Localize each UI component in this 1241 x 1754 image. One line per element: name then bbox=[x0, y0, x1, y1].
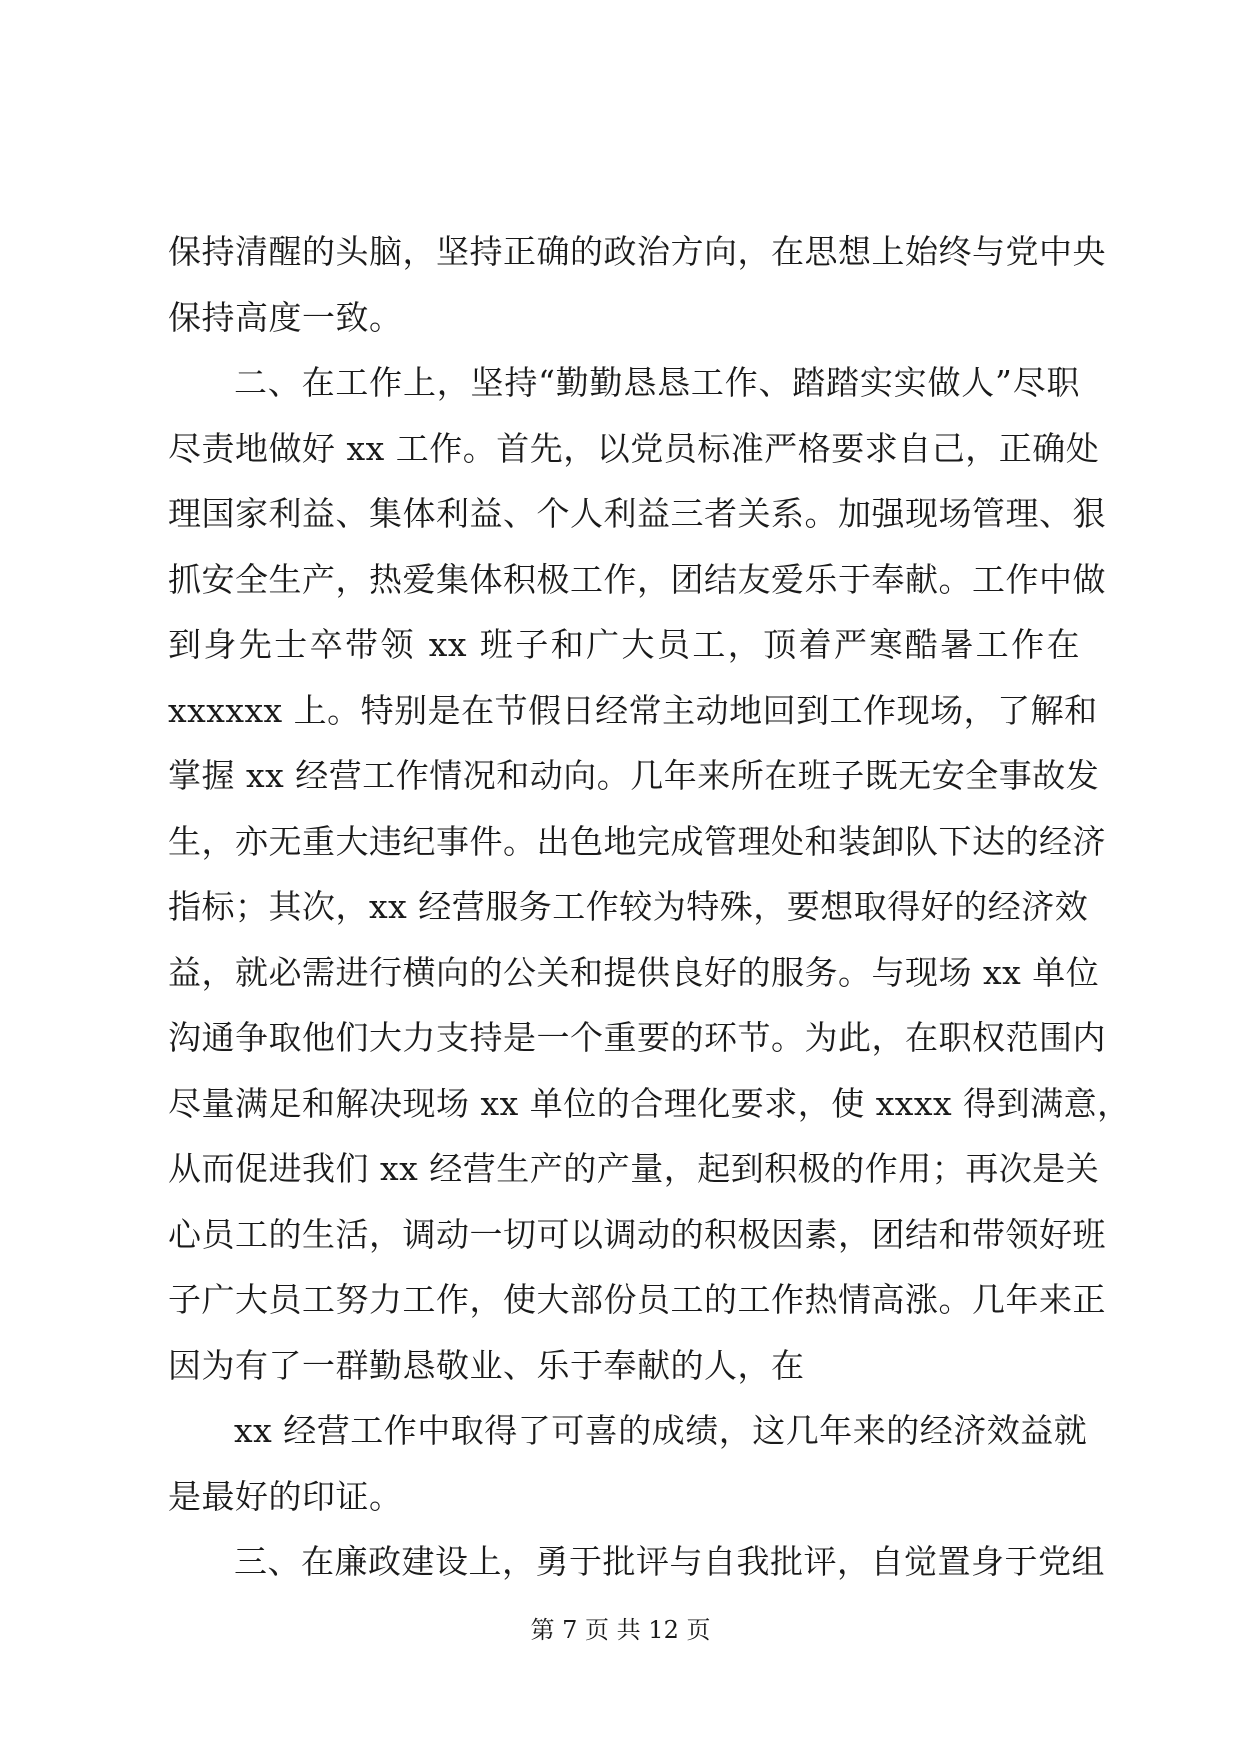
text-line: 从而促进我们 xx 经营生产的产量，起到积极的作用；再次是关 bbox=[168, 1149, 1100, 1188]
paragraph-start-line: 二、在工作上，坚持“勤勤恳恳工作、踏踏实实做人”尽职 bbox=[234, 363, 1080, 402]
text-line: 因为有了一群勤恳敬业、乐于奉献的人，在 bbox=[168, 1345, 805, 1385]
page-number-footer: 第 7 页 共 12 页 bbox=[530, 1616, 711, 1644]
paragraph-start-line: 三、在廉政建设上，勇于批评与自我批评，自觉置身于党组 bbox=[234, 1542, 1105, 1581]
text-line: 抓安全生产，热爱集体积极工作，团结友爱乐于奉献。工作中做 bbox=[168, 559, 1106, 599]
text-line: 保持清醒的头脑，坚持正确的政治方向，在思想上始终与党中央 bbox=[168, 232, 1106, 271]
text-line: 是最好的印证。 bbox=[168, 1476, 403, 1516]
document-body bbox=[168, 230, 1131, 1606]
text-line: 尽责地做好 xx 工作。首先，以党员标准严格要求自己，正确处 bbox=[168, 428, 1100, 468]
text-line: 益，就必需进行横向的公关和提供良好的服务。与现场 xx 单位 bbox=[168, 952, 1100, 992]
paragraph-start-line: xx 经营工作中取得了可喜的成绩，这几年来的经济效益就 bbox=[234, 1411, 1088, 1450]
text-line: 尽量满足和解决现场 xx 单位的合理化要求，使 xxxx 得到满意， bbox=[168, 1083, 1131, 1123]
text-line: 沟通争取他们大力支持是一个重要的环节。为此，在职权范围内 bbox=[168, 1018, 1106, 1057]
text-line: 掌握 xx 经营工作情况和动向。几年来所在班子既无安全事故发 bbox=[168, 756, 1100, 795]
text-line: xxxxxx 上。特别是在节假日经常主动地回到工作现场，了解和 bbox=[168, 690, 1098, 730]
text-line: 生，亦无重大违纪事件。出色地完成管理处和装卸队下达的经济 bbox=[168, 821, 1106, 861]
text-line: 到身先士卒带领 xx 班子和广大员工，顶着严寒酷暑工作在 bbox=[168, 625, 1080, 664]
text-line: 子广大员工努力工作，使大部份员工的工作热情高涨。几年来正 bbox=[168, 1280, 1106, 1319]
text-line: 心员工的生活，调动一切可以调动的积极因素，团结和带领好班 bbox=[168, 1214, 1106, 1254]
text-line: 理国家利益、集体利益、个人利益三者关系。加强现场管理、狠 bbox=[168, 494, 1106, 533]
text-line: 保持高度一致。 bbox=[168, 297, 403, 337]
text-line: 指标；其次，xx 经营服务工作较为特殊，要想取得好的经济效 bbox=[168, 887, 1089, 926]
